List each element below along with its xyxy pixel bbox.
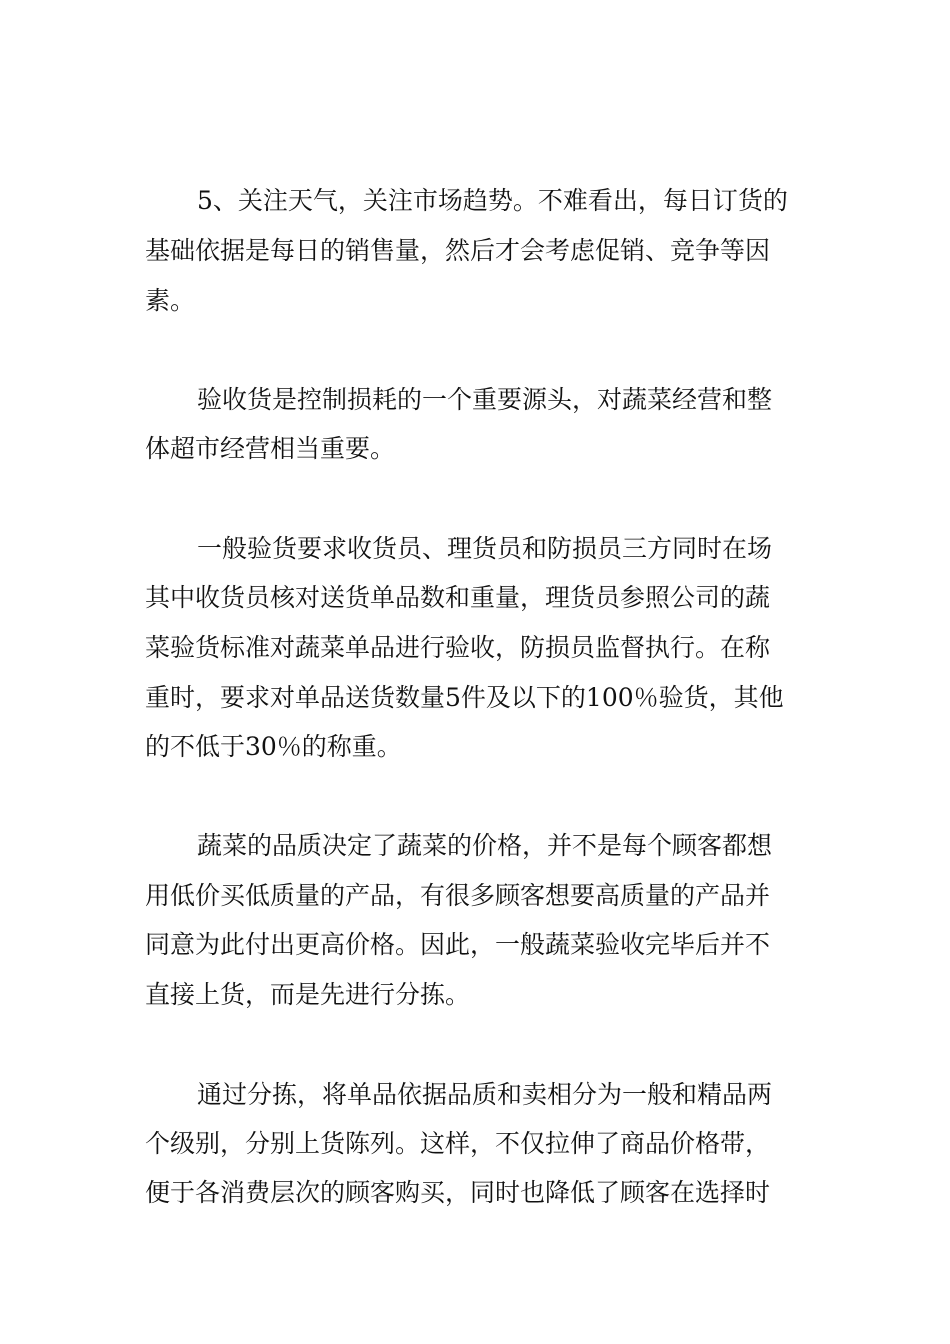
paragraph-line: 验收货是控制损耗的一个重要源头，对蔬菜经营和整 xyxy=(197,385,773,414)
paragraph-line: 的不低于30％的称重。 xyxy=(145,732,402,761)
paragraph-line: 直接上货，而是先进行分拣。 xyxy=(145,980,471,1009)
paragraph-line: 通过分拣，将单品依据品质和卖相分为一般和精品两 xyxy=(197,1080,773,1109)
paragraph-line: 5、关注天气，关注市场趋势。不难看出，每日订货的 xyxy=(197,186,788,215)
paragraph-line: 基础依据是每日的销售量，然后才会考虑促销、竞争等因 xyxy=(145,236,771,265)
paragraph-line: 重时，要求对单品送货数量5件及以下的100％验货，其他 xyxy=(145,683,784,712)
paragraph-line: 用低价买低质量的产品，有很多顾客想要高质量的产品并 xyxy=(145,881,771,910)
paragraph-line: 体超市经营相当重要。 xyxy=(145,434,396,463)
paragraph-line: 蔬菜的品质决定了蔬菜的价格，并不是每个顾客都想 xyxy=(197,831,773,860)
paragraph-line: 菜验货标准对蔬菜单品进行验收，防损员监督执行。在称 xyxy=(145,633,771,662)
paragraph-line: 便于各消费层次的顾客购买，同时也降低了顾客在选择时 xyxy=(145,1178,771,1207)
paragraph-line: 素。 xyxy=(145,286,196,315)
paragraph-line: 个级别，分别上货陈列。这样，不仅拉伸了商品价格带， xyxy=(145,1129,771,1158)
paragraph-line: 其中收货员核对送货单品数和重量，理货员参照公司的蔬 xyxy=(145,583,771,612)
paragraph-line: 同意为此付出更高价格。因此，一般蔬菜验收完毕后并不 xyxy=(145,930,771,959)
paragraph-line: 一般验货要求收货员、理货员和防损员三方同时在场 xyxy=(197,534,773,563)
